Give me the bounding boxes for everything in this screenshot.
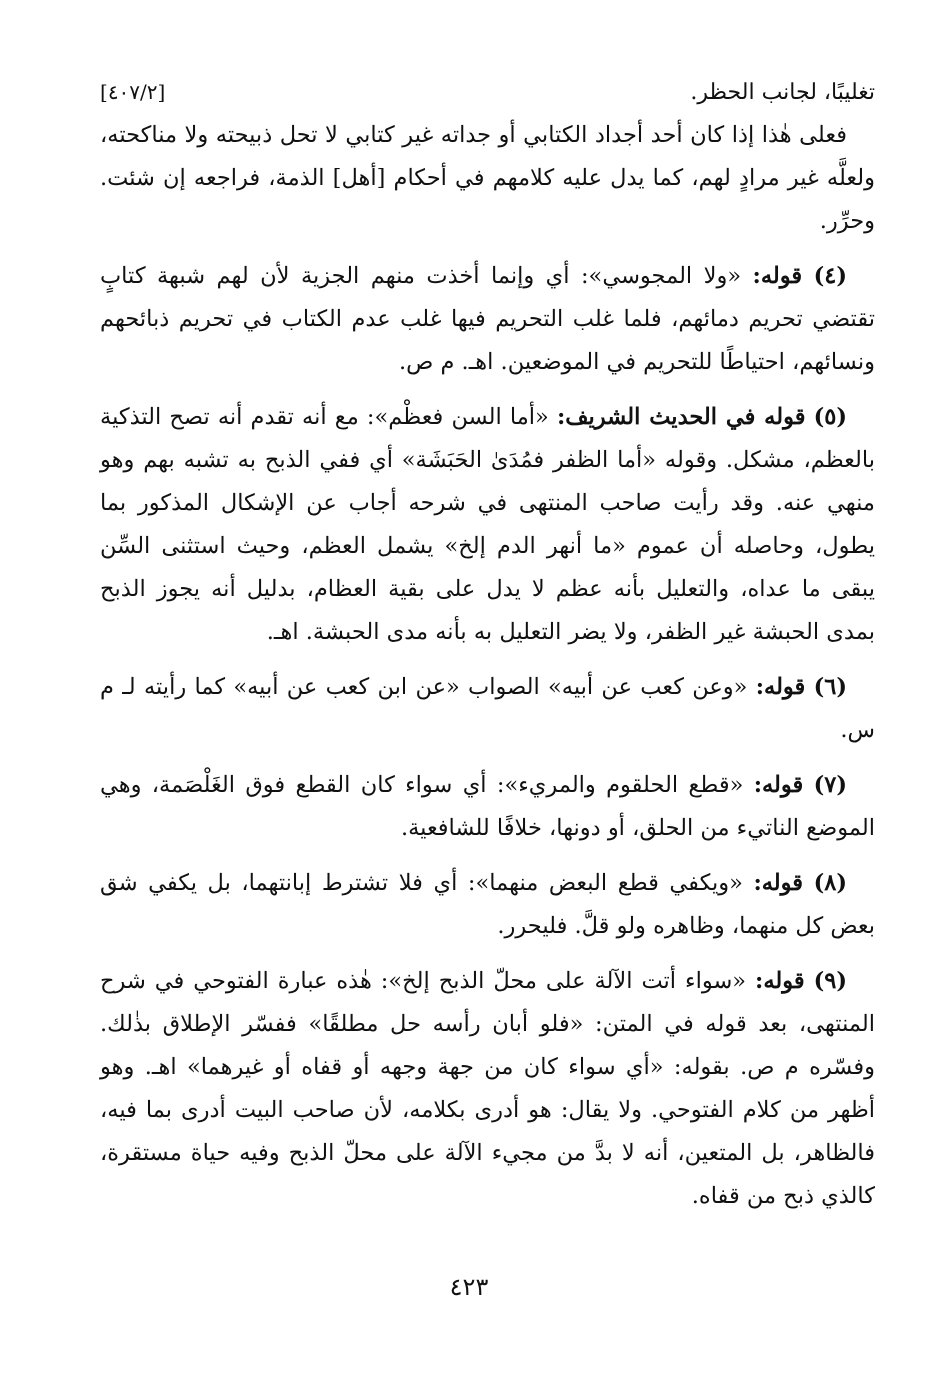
footnote-lead: قوله في الحديث الشريف: — [556, 404, 806, 430]
footnote-number: (٦) — [813, 674, 848, 700]
footnote-lead: قوله: — [753, 772, 804, 798]
page-number: ٤٢٣ — [449, 1273, 489, 1301]
footnote-text: «ويكفي قطع البعض منهما»: أي فلا تشترط إبانتهما، بل يكفي شق بعض كل منهما، وظاهره ولو قلَّ. فليحرر. — [100, 870, 875, 939]
paragraph-continuation — [100, 114, 875, 243]
footnote-5 — [100, 396, 875, 654]
footnote-number: (٧) — [813, 772, 848, 798]
page-reference: [٤٠٧/٢] — [100, 80, 166, 104]
page-body — [100, 75, 875, 1230]
footnote-number: (٨) — [813, 870, 847, 896]
footnote-number: (٤) — [813, 263, 848, 289]
footnote-6 — [100, 666, 875, 752]
running-header-text: تغليبًا، لجانب الحظر. — [690, 80, 875, 105]
footnote-text: «قطع الحلقوم والمريء»: أي سواء كان القطع فوق الغَلْصَمة، وهي الموضع الناتيء من الحلق، أو دونها، خلافًا للشافعية. — [100, 772, 875, 841]
footnote-8 — [100, 862, 875, 948]
footnote-text: «ولا المجوسي»: أي وإنما أخذت منهم الجزية لأن لهم شبهة كتابٍ تقتضي تحريم دمائهم، فلما غلب التحريم فيها غلب عدم الكتاب في تحريم ذبائحهم ونسائهم، احتياطًا للتحريم في الموضعين. اهـ. م ص. — [100, 263, 875, 375]
paragraph-text: فعلى هٰذا إذا كان أحد أجداد الكتابي أو جداته غير كتابي لا تحل ذبيحته ولا مناكحته، ولعلَّه غير مرادٍ لهم، كما يدل عليه كلامهم في أحكام [أهل] الذمة، فراجعه إن شئت. وحرِّر. — [100, 122, 875, 234]
running-header — [100, 75, 875, 110]
footnote-9 — [100, 960, 875, 1218]
footnote-lead: قوله: — [753, 870, 804, 896]
footnote-lead: قوله: — [755, 968, 805, 994]
footnote-text: «أما السن فعظْم»: مع أنه تقدم أنه تصح التذكية بالعظم، مشكل. وقوله «أما الظفر فمُدَىٰ الحَبَشَة» أي ففي الذبح به تشبه بهم وهو منهي عنه. وقد رأيت صاحب المنتهى في شرحه أجاب عن الإشكال المذكور بما يطول، وحاصله أن عموم «ما أنهر الدم إلخ» يشمل العظم، وحيث استثنى السِّن يبقى ما عداه، والتعليل بأنه عظم لا يدل على بقية العظام، بدليل أنه يجوز الذبح بمدى الحبشة غير الظفر، ولا يضر التعليل به بأنه مدى الحبشة. اهـ. — [100, 404, 875, 645]
footnote-7 — [100, 764, 875, 850]
footnote-text: «سواء أتت الآلة على محلّ الذبح إلخ»: هٰذه عبارة الفتوحي في شرح المنتهى، بعد قوله في المتن: «فلو أبان رأسه حل مطلقًا» ففسّر الإطلاق بذٰلك. وفسّره م ص. بقوله: «أي سواء كان من جهة وجهه أو قفاه أو غيرهما» اهـ. وهو أظهر من كلام الفتوحي. ولا يقال: هو أدرى بكلامه، لأن صاحب البيت أدرى بما فيه، فالظاهر، بل المتعين، أنه لا بدَّ من مجيء الآلة على محلّ الذبح وفيه حياة مستقرة، كالذي ذبح من قفاه. — [100, 968, 875, 1209]
footnote-text: «وعن كعب عن أبيه» الصواب «عن ابن كعب عن أبيه» كما رأيته لـ م س. — [100, 674, 875, 743]
footnote-number: (٥) — [813, 404, 847, 430]
footnote-lead: قوله: — [755, 674, 806, 700]
footnote-lead: قوله: — [752, 263, 803, 289]
footnote-4 — [100, 255, 875, 384]
footnote-number: (٩) — [813, 968, 847, 994]
